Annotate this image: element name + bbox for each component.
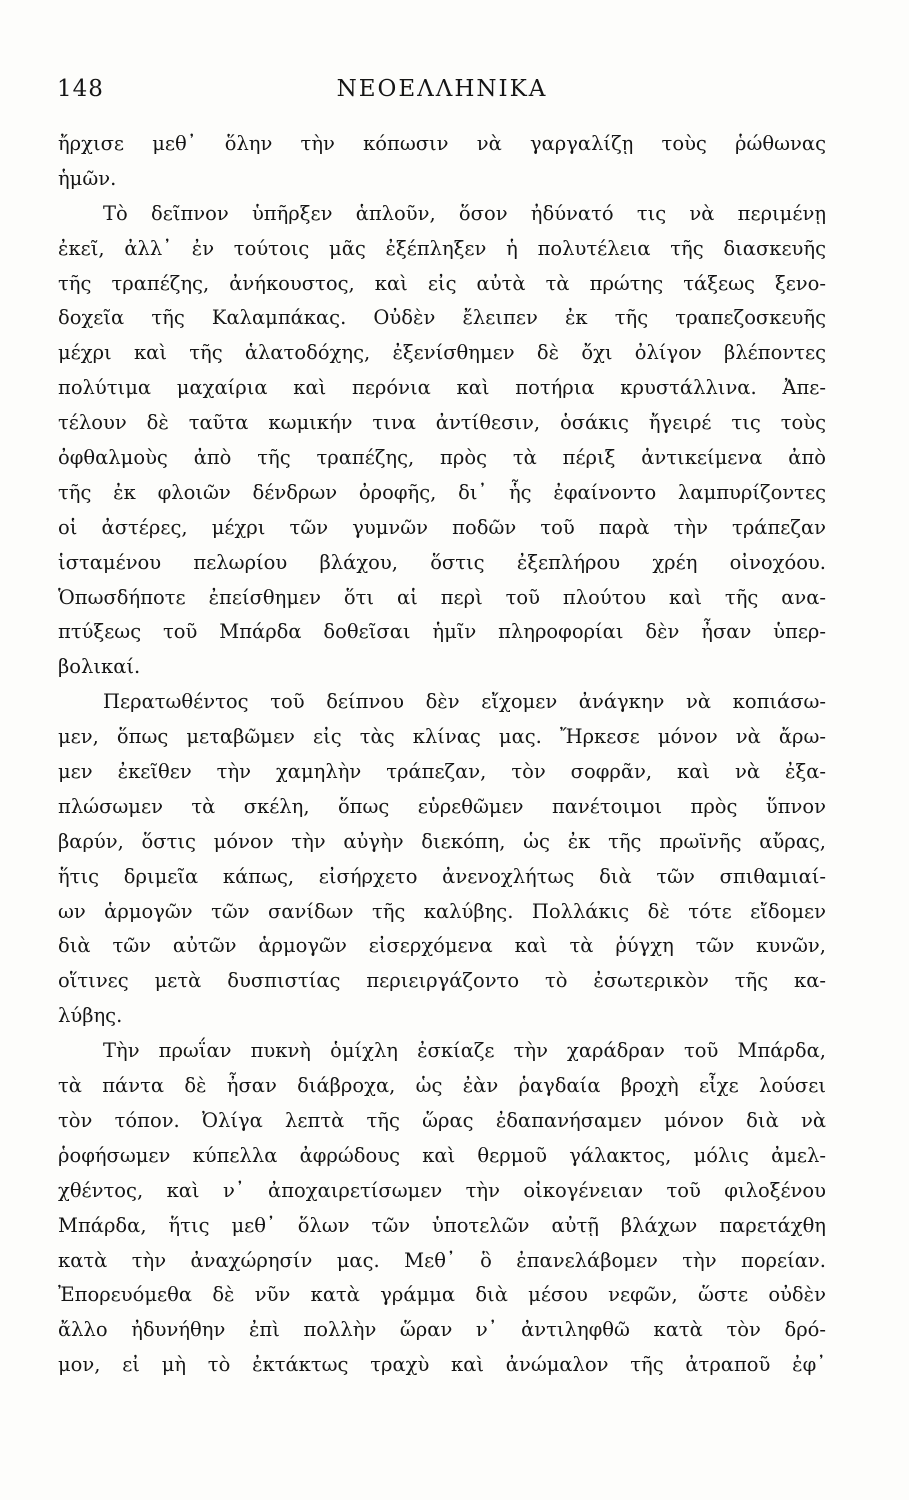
text-line: οἱ ἀστέρες, μέχρι τῶν γυμνῶν ποδῶν τοῦ παρὰ τὴν τράπεζαν bbox=[58, 515, 826, 539]
text-line: ὀφθαλμοὺς ἀπὸ τῆς τραπέζης, πρὸς τὰ πέριξ ἀντικείμενα ἀπὸ bbox=[58, 446, 826, 470]
text-line: Περατωθέντος τοῦ δείπνου δὲν εἴχομεν ἀνάγκην νὰ κοπιάσω- bbox=[103, 690, 826, 714]
text-line: Τὸ δεῖπνον ὑπῆρξεν ἁπλοῦν, ὅσον ἠδύνατό τις νὰ περιμένῃ bbox=[103, 201, 826, 225]
text-line: τῆς ἐκ φλοιῶν δένδρων ὀροφῆς, δι᾽ ἧς ἐφαίνοντο λαμπυρίζοντες bbox=[58, 480, 826, 504]
text-line: ἤρχισε μεθ᾽ ὅλην τὴν κόπωσιν νὰ γαργαλίζῃ τοὺς ῥώθωνας bbox=[58, 132, 826, 155]
text-line: πολύτιμα μαχαίρια καὶ περόνια καὶ ποτήρια κρυστάλλινα. Ἀπε- bbox=[58, 376, 826, 400]
text-line: χθέντος, καὶ ν᾽ ἀποχαιρετίσωμεν τὴν οἰκογένειαν τοῦ φιλοξένου bbox=[58, 1178, 826, 1202]
text-line: βαρύν, ὅστις μόνον τὴν αὐγὴν διεκόπη, ὡς ἐκ τῆς πρωϊνῆς αὔρας, bbox=[58, 829, 826, 853]
text-line: τὸν τόπον. Ὀλίγα λεπτὰ τῆς ὥρας ἐδαπανήσαμεν μόνον διὰ νὰ bbox=[58, 1108, 826, 1132]
page-number: 148 bbox=[57, 76, 104, 102]
text-line: βολικαί. bbox=[58, 655, 141, 679]
text-line: πτύξεως τοῦ Μπάρδα δοθεῖσαι ἡμῖν πληροφορίαι δὲν ἦσαν ὑπερ- bbox=[58, 620, 826, 644]
text-line: μέχρι καὶ τῆς ἁλατοδόχης, ἐξενίσθημεν δὲ ὄχι ὀλίγον βλέποντες bbox=[58, 341, 826, 365]
body-text bbox=[58, 127, 826, 1383]
text-line: ἄλλο ἠδυνήθην ἐπὶ πολλὴν ὥραν ν᾽ ἀντιληφθῶ κατὰ τὸν δρό- bbox=[58, 1318, 826, 1342]
text-line: τέλουν δὲ ταῦτα κωμικήν τινα ἀντίθεσιν, ὁσάκις ἤγειρέ τις τοὺς bbox=[58, 411, 826, 435]
text-line: οἵτινες μετὰ δυσπιστίας περιειργάζοντο τὸ ἐσωτερικὸν τῆς κα- bbox=[58, 969, 826, 993]
text-line: ἐκεῖ, ἀλλ᾽ ἐν τούτοις μᾶς ἐξέπληξεν ἡ πολυτέλεια τῆς διασκευῆς bbox=[58, 236, 826, 260]
text-line: ἥτις δριμεῖα κάπως, εἰσήρχετο ἀνενοχλήτως διὰ τῶν σπιθαμιαί- bbox=[58, 864, 826, 888]
text-line: ἡμῶν. bbox=[58, 166, 117, 190]
text-line: μον, εἰ μὴ τὸ ἐκτάκτως τραχὺ καὶ ἀνώμαλον τῆς ἀτραποῦ ἐφ᾽ bbox=[58, 1353, 826, 1377]
text-line: Ἐπορευόμεθα δὲ νῦν κατὰ γράμμα διὰ μέσου νεφῶν, ὥστε οὐδὲν bbox=[58, 1283, 826, 1307]
text-line: ἱσταμένου πελωρίου βλάχου, ὅστις ἐξεπλήρου χρέη οἰνοχόου. bbox=[58, 550, 826, 574]
text-line: τὰ πάντα δὲ ἦσαν διάβροχα, ὡς ἐὰν ῥαγδαία βροχὴ εἶχε λούσει bbox=[58, 1074, 826, 1098]
text-line: διὰ τῶν αὐτῶν ἁρμογῶν εἰσερχόμενα καὶ τὰ ῥύγχη τῶν κυνῶν, bbox=[58, 934, 826, 958]
text-line: Ὁπωσδήποτε ἐπείσθημεν ὅτι αἱ περὶ τοῦ πλούτου καὶ τῆς ανα- bbox=[58, 585, 826, 609]
text-line: λύβης. bbox=[58, 1004, 123, 1028]
text-line: δοχεῖα τῆς Καλαμπάκας. Οὐδὲν ἔλειπεν ἐκ τῆς τραπεζοσκευῆς bbox=[58, 306, 826, 330]
text-line: Μπάρδα, ἥτις μεθ᾽ ὅλων τῶν ὑποτελῶν αὐτῇ βλάχων παρετάχθη bbox=[58, 1213, 826, 1237]
running-title: ΝΕΟΕΛΛΗΝΙΚΑ bbox=[336, 76, 548, 102]
text-line: μεν, ὅπως μεταβῶμεν εἰς τὰς κλίνας μας. Ἤρκεσε μόνον νὰ ἄρω- bbox=[58, 725, 826, 749]
text-line: ῥοφήσωμεν κύπελλα ἀφρώδους καὶ θερμοῦ γάλακτος, μόλις ἀμελ- bbox=[58, 1143, 826, 1167]
text-line: Τὴν πρωΐαν πυκνὴ ὁμίχλη ἐσκίαζε τὴν χαράδραν τοῦ Μπάρδα, bbox=[103, 1039, 826, 1063]
text-line: μεν ἐκεῖθεν τὴν χαμηλὴν τράπεζαν, τὸν σοφρᾶν, καὶ νὰ ἐξα- bbox=[58, 760, 826, 784]
text-line: κατὰ τὴν ἀναχώρησίν μας. Μεθ᾽ ὃ ἐπανελάβομεν τὴν πορείαν. bbox=[58, 1248, 826, 1272]
text-line: πλώσωμεν τὰ σκέλη, ὅπως εὑρεθῶμεν πανέτοιμοι πρὸς ὕπνον bbox=[58, 794, 826, 818]
page-header bbox=[57, 76, 827, 110]
text-line: ων ἁρμογῶν τῶν σανίδων τῆς καλύβης. Πολλάκις δὲ τότε εἴδομεν bbox=[58, 899, 826, 923]
text-line: τῆς τραπέζης, ἀνήκουστος, καὶ εἰς αὐτὰ τὰ πρώτης τάξεως ξενο- bbox=[58, 271, 826, 295]
